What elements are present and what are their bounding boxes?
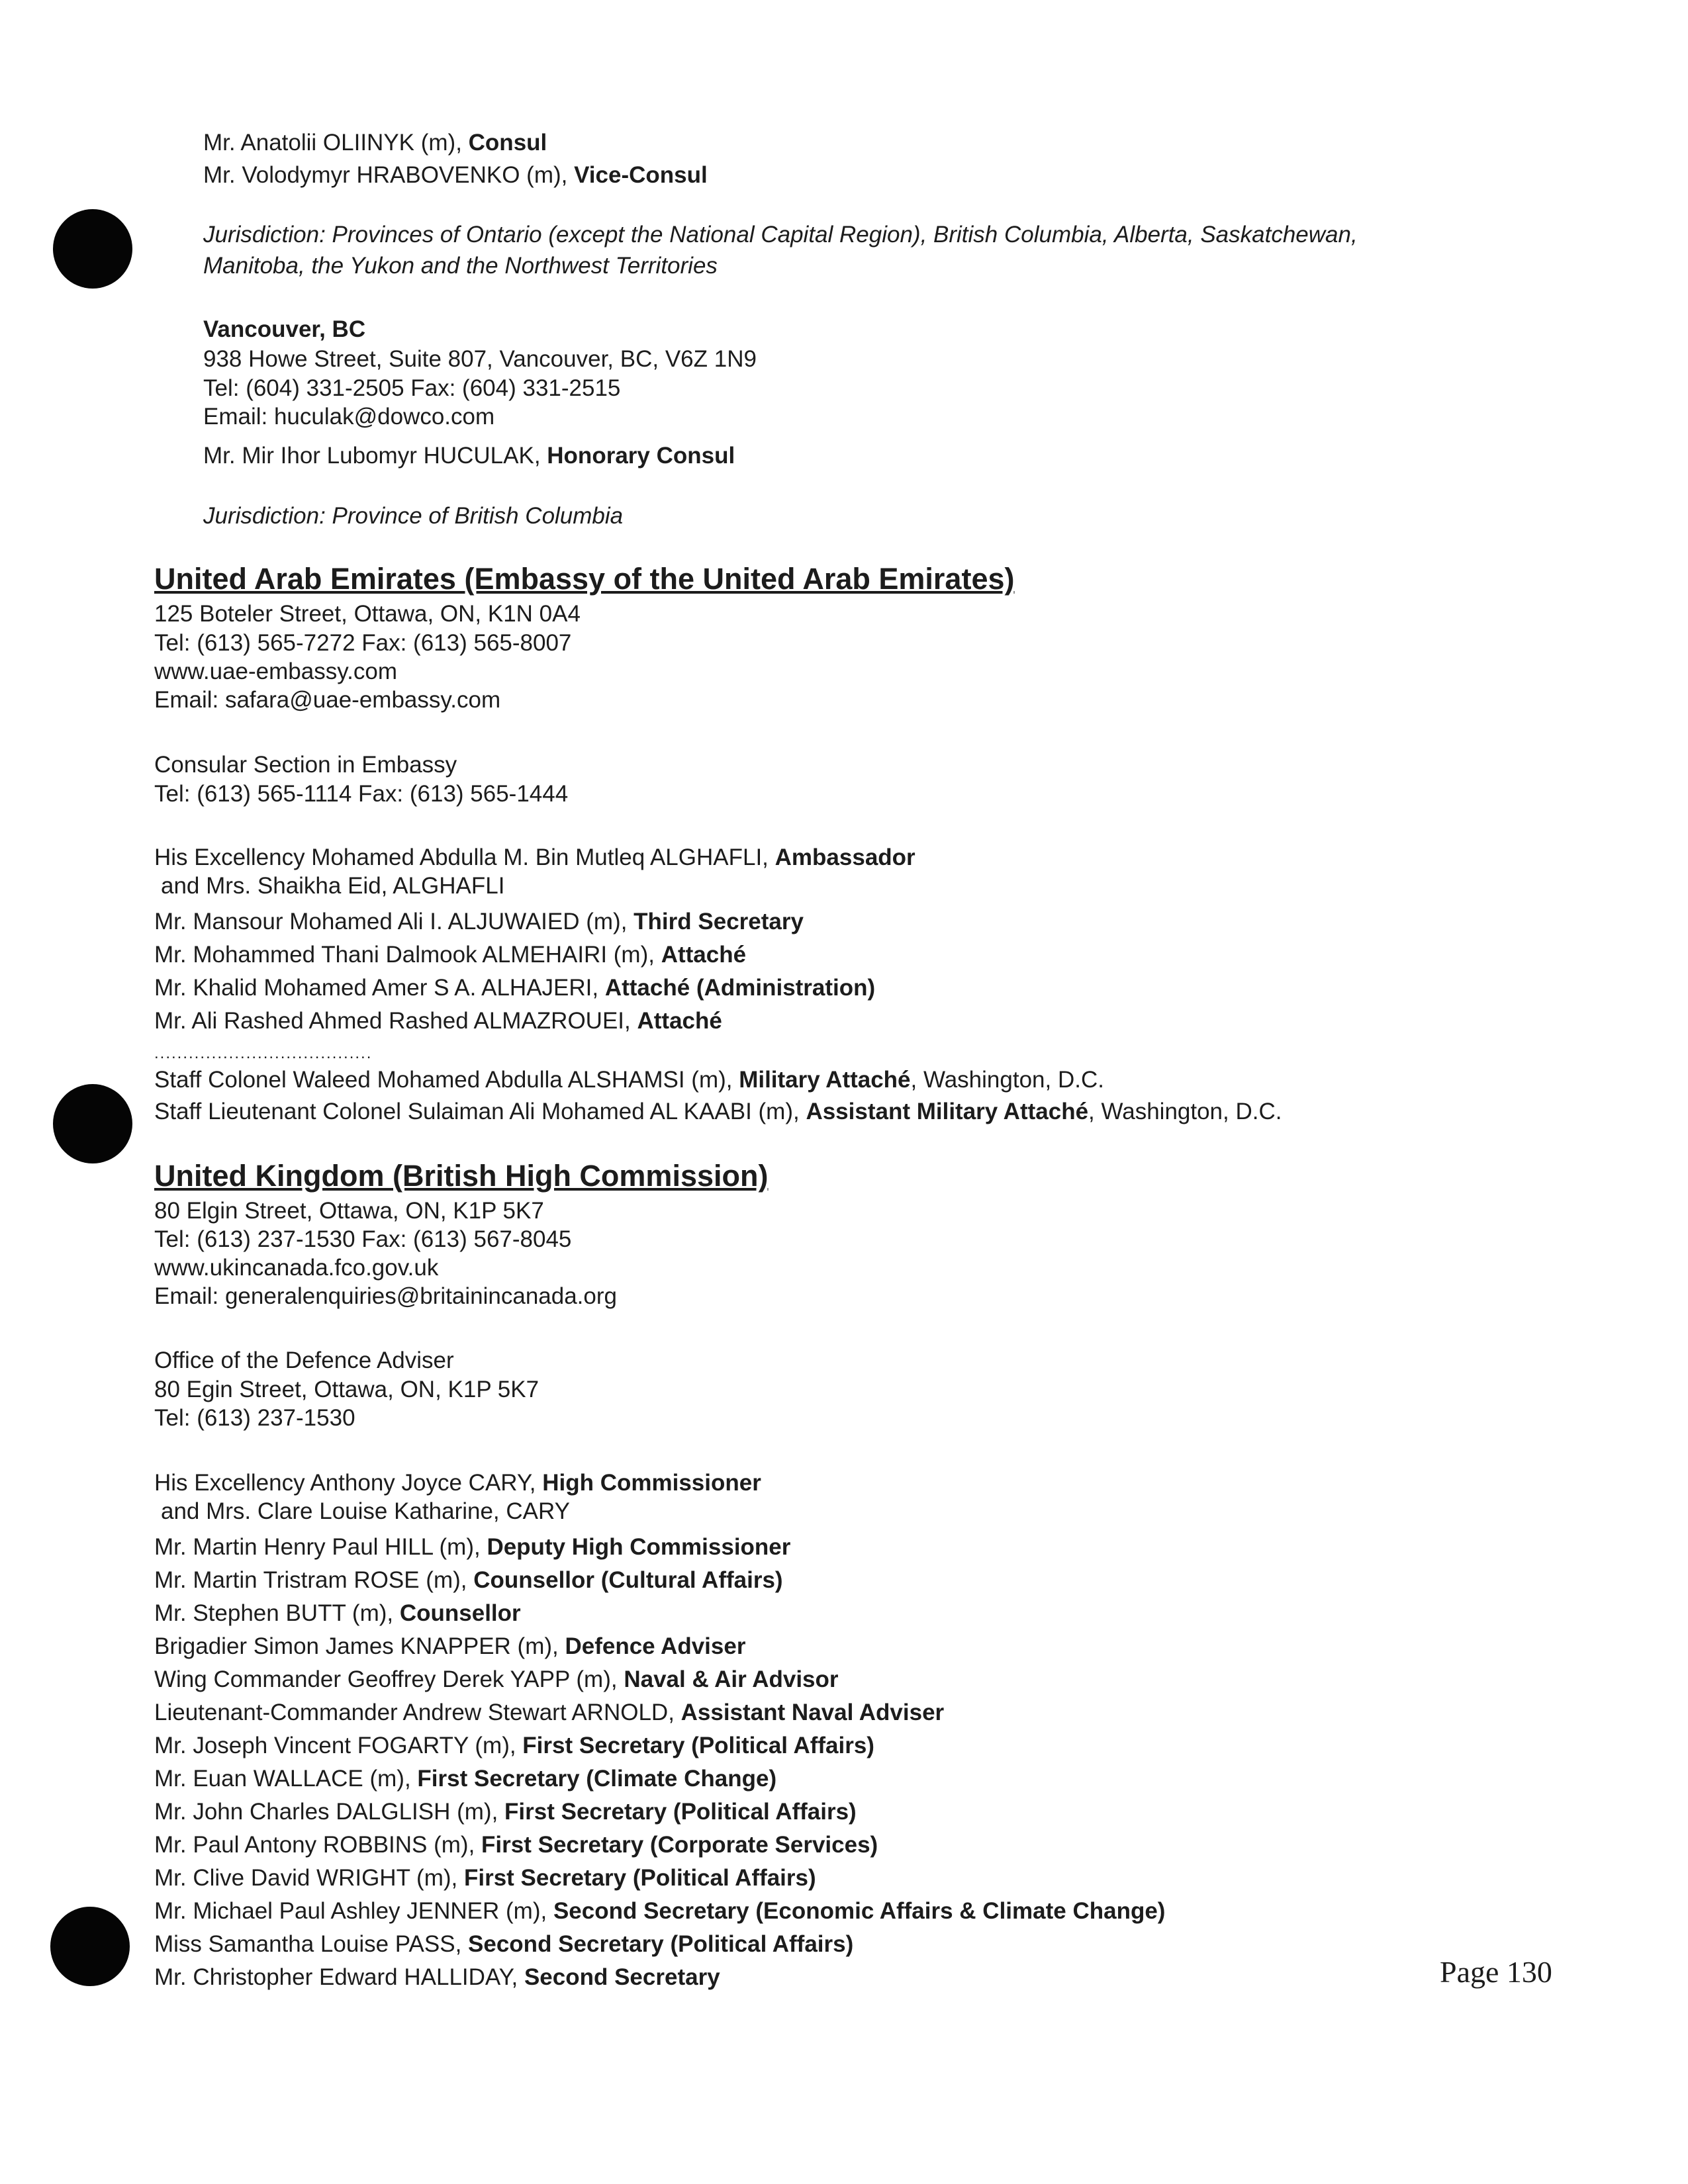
- embassy-website: www.uae-embassy.com: [154, 659, 397, 684]
- staff-line: Mr. Paul Antony ROBBINS (m), First Secretary (Corporate Services): [154, 1832, 878, 1858]
- staff-line: Lieutenant-Commander Andrew Stewart ARNOLD, Assistant Naval Adviser: [154, 1700, 945, 1725]
- jurisdiction-text: Jurisdiction: Provinces of Ontario (except the National Capital Region), British Columbia, Alberta, Saskatchewan,: [203, 222, 1358, 248]
- staff-line: Mr. Clive David WRIGHT (m), First Secretary (Political Affairs): [154, 1865, 816, 1891]
- defence-office-phone: Tel: (613) 237-1530: [154, 1405, 355, 1431]
- staff-line: Mr. Khalid Mohamed Amer S A. ALHAJERI, Attaché (Administration): [154, 975, 876, 1001]
- staff-line: Mr. Martin Henry Paul HILL (m), Deputy High Commissioner: [154, 1534, 791, 1560]
- dotted-separator: ......................................: [154, 1044, 373, 1062]
- commission-phone: Tel: (613) 237-1530 Fax: (613) 567-8045: [154, 1226, 572, 1252]
- staff-line: Staff Colonel Waleed Mohamed Abdulla ALSHAMSI (m), Military Attaché, Washington, D.C.: [154, 1067, 1104, 1093]
- consular-phone: Tel: (613) 565-1114 Fax: (613) 565-1444: [154, 781, 569, 807]
- staff-line: Staff Lieutenant Colonel Sulaiman Ali Mohamed AL KAABI (m), Assistant Military Attaché, Washington, D.C.: [154, 1099, 1282, 1124]
- jurisdiction-text: Jurisdiction: Province of British Columbia: [203, 503, 624, 529]
- staff-line: Mr. Mansour Mohamed Ali I. ALJUWAIED (m), Third Secretary: [154, 909, 804, 934]
- staff-line: Mr. John Charles DALGLISH (m), First Secretary (Political Affairs): [154, 1799, 857, 1825]
- staff-line: Brigadier Simon James KNAPPER (m), Defence Adviser: [154, 1633, 746, 1659]
- staff-line: Mr. Volodymyr HRABOVENKO (m), Vice-Consul: [203, 162, 708, 188]
- defence-office-address: 80 Egin Street, Ottawa, ON, K1P 5K7: [154, 1377, 539, 1402]
- staff-line: Mr. Michael Paul Ashley JENNER (m), Second Secretary (Economic Affairs & Climate Change): [154, 1898, 1166, 1924]
- consular-section-label: Consular Section in Embassy: [154, 752, 457, 778]
- spouse-line: and Mrs. Clare Louise Katharine, CARY: [161, 1498, 570, 1524]
- punch-hole-bottom: [50, 1907, 130, 1986]
- staff-line: Mr. Stephen BUTT (m), Counsellor: [154, 1600, 521, 1626]
- staff-line: Mr. Mir Ihor Lubomyr HUCULAK, Honorary Consul: [203, 443, 735, 469]
- spouse-line: and Mrs. Shaikha Eid, ALGHAFLI: [161, 873, 505, 899]
- jurisdiction-text: Manitoba, the Yukon and the Northwest Territories: [203, 253, 718, 279]
- punch-hole-top: [53, 209, 132, 289]
- staff-line: Wing Commander Geoffrey Derek YAPP (m), Naval & Air Advisor: [154, 1666, 839, 1692]
- commission-website: www.ukincanada.fco.gov.uk: [154, 1255, 439, 1281]
- staff-line: Mr. Mohammed Thani Dalmook ALMEHAIRI (m), Attaché: [154, 942, 747, 968]
- head-of-mission: His Excellency Anthony Joyce CARY, High Commissioner: [154, 1470, 761, 1496]
- embassy-phone: Tel: (613) 565-7272 Fax: (613) 565-8007: [154, 630, 572, 656]
- embassy-email: Email: safara@uae-embassy.com: [154, 687, 501, 713]
- staff-line: Mr. Christopher Edward HALLIDAY, Second Secretary: [154, 1964, 720, 1990]
- punch-hole-middle: [53, 1084, 132, 1163]
- office-heading: Vancouver, BC: [203, 316, 366, 342]
- office-phone: Tel: (604) 331-2505 Fax: (604) 331-2515: [203, 375, 621, 401]
- staff-line: Mr. Euan WALLACE (m), First Secretary (Climate Change): [154, 1766, 777, 1792]
- staff-line: Mr. Joseph Vincent FOGARTY (m), First Secretary (Political Affairs): [154, 1733, 874, 1758]
- commission-address: 80 Elgin Street, Ottawa, ON, K1P 5K7: [154, 1198, 544, 1224]
- country-heading: United Kingdom (British High Commission): [154, 1159, 769, 1193]
- page-number: Page 130: [1440, 1955, 1552, 1989]
- head-of-mission: His Excellency Mohamed Abdulla M. Bin Mutleq ALGHAFLI, Ambassador: [154, 844, 915, 870]
- staff-line: Mr. Martin Tristram ROSE (m), Counsellor (Cultural Affairs): [154, 1567, 783, 1593]
- staff-line: Miss Samantha Louise PASS, Second Secretary (Political Affairs): [154, 1931, 854, 1957]
- office-email: Email: huculak@dowco.com: [203, 404, 495, 430]
- staff-line: Mr. Ali Rashed Ahmed Rashed ALMAZROUEI, Attaché: [154, 1008, 722, 1034]
- country-heading: United Arab Emirates (Embassy of the United Arab Emirates): [154, 562, 1015, 596]
- defence-office-label: Office of the Defence Adviser: [154, 1347, 454, 1373]
- staff-line: Mr. Anatolii OLIINYK (m), Consul: [203, 130, 547, 156]
- commission-email: Email: generalenquiries@britainincanada.org: [154, 1283, 617, 1309]
- embassy-address: 125 Boteler Street, Ottawa, ON, K1N 0A4: [154, 601, 581, 627]
- office-address: 938 Howe Street, Suite 807, Vancouver, BC, V6Z 1N9: [203, 346, 757, 372]
